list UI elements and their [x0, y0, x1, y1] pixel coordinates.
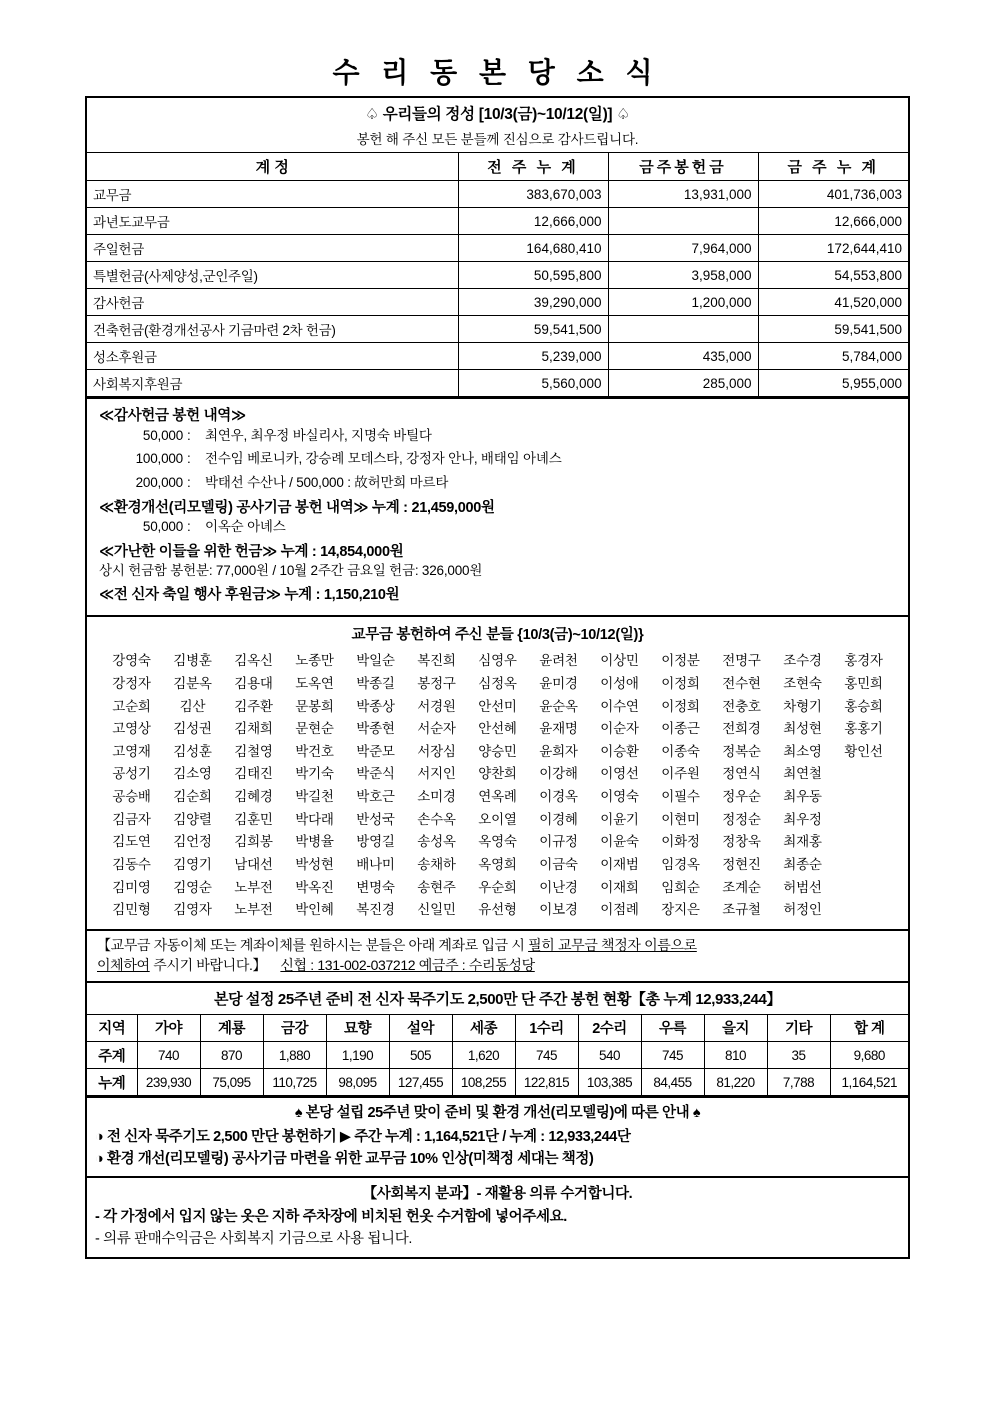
prayer-row-header: 누계: [87, 1069, 137, 1096]
donor-name: 허정인: [783, 902, 822, 918]
donor-name: 문현순: [295, 721, 334, 737]
bank-notice: [87, 931, 908, 983]
donor-name: 이수연: [600, 698, 639, 714]
donor-name-empty: [833, 878, 894, 899]
donor-name: 박일순: [356, 653, 395, 669]
bank-notice-text: 【교무금 자동이체 또는 계좌이체를 원하시는 분들은 아래 계좌로 입금 시: [97, 936, 529, 953]
donor-name: 박준모: [356, 743, 395, 759]
donations-header-row: [87, 153, 908, 181]
donor-name: 박건호: [295, 743, 334, 759]
account-name: 교무금: [87, 181, 458, 208]
account-name: 과년도교무금: [87, 208, 458, 235]
donor-name: 허범선: [783, 879, 822, 895]
prayer-value: 98,095: [326, 1069, 389, 1096]
account-name: 사회복지후원금: [87, 370, 458, 397]
donor-name: 방영길: [356, 834, 395, 850]
welfare-section: [87, 1178, 908, 1259]
donor-name: 이현미: [661, 811, 700, 827]
donor-name: 이상민: [600, 653, 639, 669]
thanks-names: 박태선 수산나 / 500,000 : 故허만희 마르타: [205, 475, 449, 491]
prayer-col-header: 묘향: [326, 1015, 389, 1042]
prayer-weekly-row: [87, 1042, 908, 1069]
cumulative-amount: 54,553,800: [758, 262, 908, 289]
donor-name: 봉정구: [417, 675, 456, 691]
prayer-value: 35: [767, 1042, 830, 1069]
thanks-detail-row: [99, 475, 896, 492]
donor-name-empty: [833, 787, 894, 808]
donor-name: 김미영: [112, 879, 151, 895]
prayer-value: 745: [641, 1042, 704, 1069]
donor-name: 유선형: [478, 902, 517, 918]
welfare-line-2: - 의류 판매수익금은 사회복지 기금으로 사용 됩니다.: [95, 1231, 413, 1248]
poor-heading: ≪가난한 이들을 위한 헌금≫ 누계 : 14,854,000원: [99, 544, 404, 561]
prayer-value: 84,455: [641, 1069, 704, 1096]
donors-section: [87, 617, 908, 931]
donor-name: 최성현: [783, 721, 822, 737]
prayer-value: 1,620: [452, 1042, 515, 1069]
donor-name: 김성권: [173, 721, 212, 737]
bank-notice-text-2: 주시기 바랍니다.】: [149, 957, 267, 974]
donor-name: 도옥연: [295, 675, 334, 691]
poor-line: 상시 헌금함 봉헌분: 77,000원 / 10월 2주간 금요일 헌금: 326,000원: [99, 563, 483, 579]
remodel-row: [99, 519, 896, 536]
donor-name: 정복순: [722, 743, 761, 759]
prayer-value: 122,815: [515, 1069, 578, 1096]
donor-name: 이보경: [539, 902, 578, 918]
feast-heading: ≪전 신자 축일 행사 후원금≫ 누계 : 1,150,210원: [99, 587, 400, 604]
prayer-col-header: 1수리: [515, 1015, 578, 1042]
colon: :: [187, 475, 191, 491]
prayer-value: 108,255: [452, 1069, 515, 1096]
prayer-value: 239,930: [137, 1069, 200, 1096]
prayer-value: 870: [200, 1042, 263, 1069]
donor-name: 차형기: [783, 698, 822, 714]
donor-name: 서장심: [417, 743, 456, 759]
col-header-week: 금주봉헌금: [608, 153, 758, 181]
donor-name: 정현진: [722, 857, 761, 873]
prayer-value: 810: [704, 1042, 767, 1069]
cumulative-amount: 5,955,000: [758, 370, 908, 397]
cumulative-amount: 401,736,003: [758, 181, 908, 208]
donor-name: 전수현: [722, 675, 761, 691]
donor-name: 이정희: [661, 675, 700, 691]
donor-name: 김병훈: [173, 653, 212, 669]
donor-name: 이경옥: [539, 789, 578, 805]
donor-name: 김언정: [173, 834, 212, 850]
donor-name: 양찬희: [478, 766, 517, 782]
donor-name: 연옥례: [478, 789, 517, 805]
weekly-amount: 435,000: [608, 343, 758, 370]
offering-details-section: [87, 399, 908, 617]
donor-name: 송현주: [417, 879, 456, 895]
prayer-cumulative-row: [87, 1069, 908, 1096]
donor-name: 심정옥: [478, 675, 517, 691]
donor-name: 조계순: [722, 879, 761, 895]
colon: :: [187, 427, 191, 443]
donor-name: 박종상: [356, 698, 395, 714]
donor-name: 홍승희: [844, 698, 883, 714]
donor-name: 김소영: [173, 766, 212, 782]
donor-name: 김산: [179, 698, 206, 714]
cumulative-amount: 12,666,000: [758, 208, 908, 235]
donor-name: 양승민: [478, 743, 517, 759]
prayer-col-header: 계룡: [200, 1015, 263, 1042]
prev-cumulative-amount: 5,560,000: [458, 370, 608, 397]
donor-name: 이종숙: [661, 743, 700, 759]
donor-name: 임희순: [661, 879, 700, 895]
donor-name: 노부전: [234, 879, 273, 895]
donor-name: 김민형: [112, 902, 151, 918]
remodel-heading: ≪환경개선(리모델링) 공사기금 봉헌 내역≫ 누계 : 21,459,000원: [99, 500, 495, 517]
donor-name: 홍홍기: [844, 721, 883, 737]
prayer-value: 740: [137, 1042, 200, 1069]
donors-name-grid: [87, 648, 908, 929]
weekly-amount: 13,931,000: [608, 181, 758, 208]
weekly-amount: 3,958,000: [608, 262, 758, 289]
prayer-col-header: 우륵: [641, 1015, 704, 1042]
donor-name: 이규정: [539, 834, 578, 850]
cumulative-amount: 59,541,500: [758, 316, 908, 343]
prayer-value: 7,788: [767, 1069, 830, 1096]
account-name: 건축헌금(환경개선공사 기금마련 2차 헌금): [87, 316, 458, 343]
info-title: ♠ 본당 설립 25주년 맞이 준비 및 환경 개선(리모델링)에 따른 안내 ♠: [294, 1105, 701, 1122]
prayer-table: [87, 1015, 908, 1097]
remodel-names: 이옥순 아녜스: [205, 519, 286, 535]
donor-name: 조수경: [783, 653, 822, 669]
donor-name: 윤순옥: [539, 698, 578, 714]
donor-name: 이정분: [661, 653, 700, 669]
donor-name: 윤려천: [539, 653, 578, 669]
donor-name: 최연철: [783, 766, 822, 782]
donor-name: 안선혜: [478, 721, 517, 737]
welfare-title: 【사회복지 분과】- 재활용 의류 수거합니다.: [362, 1186, 633, 1203]
donor-name-empty: [833, 832, 894, 853]
donor-name: 송채하: [417, 857, 456, 873]
prev-cumulative-amount: 5,239,000: [458, 343, 608, 370]
prayer-value: 1,190: [326, 1042, 389, 1069]
donor-name: 임경옥: [661, 857, 700, 873]
weekly-amount: 1,200,000: [608, 289, 758, 316]
prayer-title: 본당 설정 25주년 준비 전 신자 묵주기도 2,500만 단 주간 봉헌 현황【총 누계 12,933,244】: [87, 983, 908, 1015]
donors-title: 교무금 봉헌하여 주신 분들 {10/3(금)~10/12(일)}: [351, 627, 644, 644]
donor-name: 서순자: [417, 721, 456, 737]
donor-name: 김도연: [112, 834, 151, 850]
donor-name: 윤재명: [539, 721, 578, 737]
donor-name: 박성현: [295, 857, 334, 873]
offering-section: [87, 98, 908, 399]
donor-name: 홍민희: [844, 675, 883, 691]
offering-subheader: 봉헌 해 주신 모든 분들께 진심으로 감사드립니다.: [87, 127, 908, 153]
donor-name: 이화정: [661, 834, 700, 850]
table-row: [87, 343, 908, 370]
donor-name: 소미경: [417, 789, 456, 805]
donor-name: 송성옥: [417, 834, 456, 850]
table-row: [87, 370, 908, 397]
table-row: [87, 208, 908, 235]
donor-name: 황인선: [844, 743, 883, 759]
info-line-2: ◑ 환경 개선(리모델링) 공사기금 마련을 위한 교무금 10% 인상(미책정 세대는 책정): [95, 1150, 594, 1167]
donor-name: 이순자: [600, 721, 639, 737]
donor-name: 이승환: [600, 743, 639, 759]
cumulative-amount: 5,784,000: [758, 343, 908, 370]
bank-notice-line-1: [97, 935, 898, 955]
donor-name: 박종현: [356, 721, 395, 737]
donor-name: 박준식: [356, 766, 395, 782]
prayer-value: 745: [515, 1042, 578, 1069]
donor-name: 장지은: [661, 902, 700, 918]
donor-name: 김동수: [112, 857, 151, 873]
donor-name: 김분옥: [173, 675, 212, 691]
account-name: 특별헌금(사제양성,군인주일): [87, 262, 458, 289]
prayer-col-header-region: 지역: [87, 1015, 137, 1042]
donor-name: 정정순: [722, 811, 761, 827]
prayer-value: 540: [578, 1042, 641, 1069]
donor-name-empty: [833, 855, 894, 876]
thanks-names: 최연우, 최우정 바실리사, 지명숙 바틸다: [205, 427, 432, 443]
donor-name: 윤미경: [539, 675, 578, 691]
prayer-col-header: 설악: [389, 1015, 452, 1042]
donor-name: 이점례: [600, 902, 639, 918]
donor-name: 이난경: [539, 879, 578, 895]
prayer-value: 1,880: [263, 1042, 326, 1069]
thanks-amount: 100,000: [135, 451, 183, 467]
bank-notice-line-2: [97, 955, 898, 975]
donor-name: 강영숙: [112, 653, 151, 669]
donor-name: 옥영희: [478, 857, 517, 873]
prayer-value: 127,455: [389, 1069, 452, 1096]
table-row: [87, 316, 908, 343]
prayer-col-header: 금강: [263, 1015, 326, 1042]
donor-name: 옥영숙: [478, 834, 517, 850]
donor-name: 최소영: [783, 743, 822, 759]
thanks-detail-row: [99, 451, 896, 468]
donor-name: 안선미: [478, 698, 517, 714]
donor-name-empty: [833, 810, 894, 831]
cumulative-amount: 41,520,000: [758, 289, 908, 316]
donor-name: 김희봉: [234, 834, 273, 850]
donor-name: 박다래: [295, 811, 334, 827]
donor-name: 심영우: [478, 653, 517, 669]
prayer-section: [87, 983, 908, 1099]
donor-name: 이경혜: [539, 811, 578, 827]
donor-name: 최종순: [783, 857, 822, 873]
donor-name-empty: [833, 900, 894, 921]
donor-name: 이영숙: [600, 789, 639, 805]
col-header-prev: 전 주 누 계: [458, 153, 608, 181]
donor-name: 조현숙: [783, 675, 822, 691]
thanks-amount: 50,000: [142, 427, 183, 443]
prayer-value: 1,164,521: [830, 1069, 908, 1096]
donor-name: 오이열: [478, 811, 517, 827]
donor-name: 이재희: [600, 879, 639, 895]
donor-name: 이필수: [661, 789, 700, 805]
donor-name: 문봉희: [295, 698, 334, 714]
welfare-line-1: - 각 가정에서 입지 않는 옷은 지하 주차장에 비치된 헌옷 수거함에 넣어주세요.: [95, 1209, 567, 1226]
donor-name: 배나미: [356, 857, 395, 873]
donor-name: 이강해: [539, 766, 578, 782]
prayer-col-header: 을지: [704, 1015, 767, 1042]
donor-name: 박종길: [356, 675, 395, 691]
colon: :: [187, 451, 191, 467]
donor-name: 박옥진: [295, 879, 334, 895]
remodel-amount: 50,000: [142, 519, 183, 535]
donor-name: 이성애: [600, 675, 639, 691]
donor-name: 이정희: [661, 698, 700, 714]
prev-cumulative-amount: 39,290,000: [458, 289, 608, 316]
table-row: [87, 235, 908, 262]
donor-name: 박병율: [295, 834, 334, 850]
donor-name: 고순희: [112, 698, 151, 714]
donor-name: 이윤숙: [600, 834, 639, 850]
donor-name: 김채희: [234, 721, 273, 737]
donor-name: 이종근: [661, 721, 700, 737]
bank-account-number: 신협 : 131-002-037212 예금주 : 수리동성당: [280, 957, 535, 974]
cumulative-amount: 172,644,410: [758, 235, 908, 262]
donor-name: 이금숙: [539, 857, 578, 873]
donor-name: 김철영: [234, 743, 273, 759]
offering-header: ♤ 우리들의 정성 [10/3(금)~10/12(일)] ♤: [365, 106, 630, 124]
donor-name: 우순희: [478, 879, 517, 895]
donor-name: 최우동: [783, 789, 822, 805]
donor-name: 이영선: [600, 766, 639, 782]
prayer-header-row: [87, 1015, 908, 1042]
col-header-cum: 금 주 누 계: [758, 153, 908, 181]
donor-name-empty: [833, 764, 894, 785]
thanks-amount: 200,000: [135, 475, 183, 491]
donor-name: 전명구: [722, 653, 761, 669]
weekly-amount: [608, 316, 758, 343]
donor-name: 공성기: [112, 766, 151, 782]
donor-name: 복진경: [356, 902, 395, 918]
donor-name: 김영순: [173, 879, 212, 895]
info-line-1: ◑ 전 신자 묵주기도 2,500 만단 봉헌하기 ▶ 주간 누계 : 1,164,521단 / 누계 : 12,933,244단: [95, 1128, 631, 1145]
anniversary-info-section: [87, 1098, 908, 1178]
donor-name: 신일민: [417, 902, 456, 918]
donor-name: 변명숙: [356, 879, 395, 895]
account-name: 성소후원금: [87, 343, 458, 370]
donor-name: 전희경: [722, 721, 761, 737]
prayer-col-header: 기타: [767, 1015, 830, 1042]
prayer-col-header: 합 계: [830, 1015, 908, 1042]
prev-cumulative-amount: 164,680,410: [458, 235, 608, 262]
donor-name: 이윤기: [600, 811, 639, 827]
donor-name: 박인혜: [295, 902, 334, 918]
weekly-amount: 7,964,000: [608, 235, 758, 262]
donor-name: 노종만: [295, 653, 334, 669]
thanks-heading: ≪감사헌금 봉헌 내역≫: [99, 408, 246, 425]
bank-notice-emphasis: 필히 교무금 책정자 이름으로: [528, 936, 697, 953]
donor-name: 김양렬: [173, 811, 212, 827]
thanks-names: 전수임 베로니카, 강승례 모데스타, 강정자 안나, 배태임 아녜스: [205, 451, 562, 467]
donor-name: 반성국: [356, 811, 395, 827]
donor-name: 조규철: [722, 902, 761, 918]
donor-name: 김주환: [234, 698, 273, 714]
prayer-value: 505: [389, 1042, 452, 1069]
donor-name: 복진희: [417, 653, 456, 669]
donor-name: 고영재: [112, 743, 151, 759]
donor-name: 박길천: [295, 789, 334, 805]
prayer-value: 110,725: [263, 1069, 326, 1096]
donor-name: 정연식: [722, 766, 761, 782]
table-row: [87, 181, 908, 208]
donor-name: 남대선: [234, 857, 273, 873]
weekly-amount: [608, 208, 758, 235]
table-row: [87, 289, 908, 316]
donor-name: 김태진: [234, 766, 273, 782]
donor-name: 김옥신: [234, 653, 273, 669]
col-header-account: 계 정: [87, 153, 458, 181]
prayer-row-header: 주계: [87, 1042, 137, 1069]
thanks-detail-row: [99, 428, 896, 445]
bank-notice-emphasis-2: 이체하여: [97, 957, 150, 974]
donor-name: 이재범: [600, 857, 639, 873]
donor-name: 노부전: [234, 902, 273, 918]
donor-name: 정우순: [722, 789, 761, 805]
donor-name: 윤희자: [539, 743, 578, 759]
donor-name: 박기숙: [295, 766, 334, 782]
donor-name: 김혜경: [234, 789, 273, 805]
prev-cumulative-amount: 12,666,000: [458, 208, 608, 235]
weekly-amount: 285,000: [608, 370, 758, 397]
donor-name: 최재홍: [783, 834, 822, 850]
donor-name: 정창욱: [722, 834, 761, 850]
prev-cumulative-amount: 50,595,800: [458, 262, 608, 289]
donor-name: 이주원: [661, 766, 700, 782]
donor-name: 김영자: [173, 902, 212, 918]
prayer-col-header: 가야: [137, 1015, 200, 1042]
prayer-col-header: 세종: [452, 1015, 515, 1042]
account-name: 감사헌금: [87, 289, 458, 316]
colon: :: [187, 519, 191, 535]
prayer-value: 103,385: [578, 1069, 641, 1096]
donor-name: 김금자: [112, 811, 151, 827]
donor-name: 김성훈: [173, 743, 212, 759]
donations-table: [87, 153, 908, 397]
donor-name: 손수옥: [417, 811, 456, 827]
donor-name: 홍경자: [844, 653, 883, 669]
donor-name: 전충호: [722, 698, 761, 714]
prayer-value: 9,680: [830, 1042, 908, 1069]
prev-cumulative-amount: 59,541,500: [458, 316, 608, 343]
donor-name: 김훈민: [234, 811, 273, 827]
donor-name: 강정자: [112, 675, 151, 691]
donor-name: 최우정: [783, 811, 822, 827]
prayer-col-header: 2수리: [578, 1015, 641, 1042]
donor-name: 김용대: [234, 675, 273, 691]
page-title: 수 리 동 본 당 소 식: [332, 57, 660, 88]
prayer-value: 75,095: [200, 1069, 263, 1096]
content-frame: [85, 96, 910, 1259]
donor-name: 박호근: [356, 789, 395, 805]
donor-name: 김순희: [173, 789, 212, 805]
account-name: 주일헌금: [87, 235, 458, 262]
donor-name: 공승배: [112, 789, 151, 805]
donor-name: 서경원: [417, 698, 456, 714]
prev-cumulative-amount: 383,670,003: [458, 181, 608, 208]
donor-name: 서지인: [417, 766, 456, 782]
prayer-value: 81,220: [704, 1069, 767, 1096]
table-row: [87, 262, 908, 289]
donor-name: 김영기: [173, 857, 212, 873]
donor-name: 고영상: [112, 721, 151, 737]
